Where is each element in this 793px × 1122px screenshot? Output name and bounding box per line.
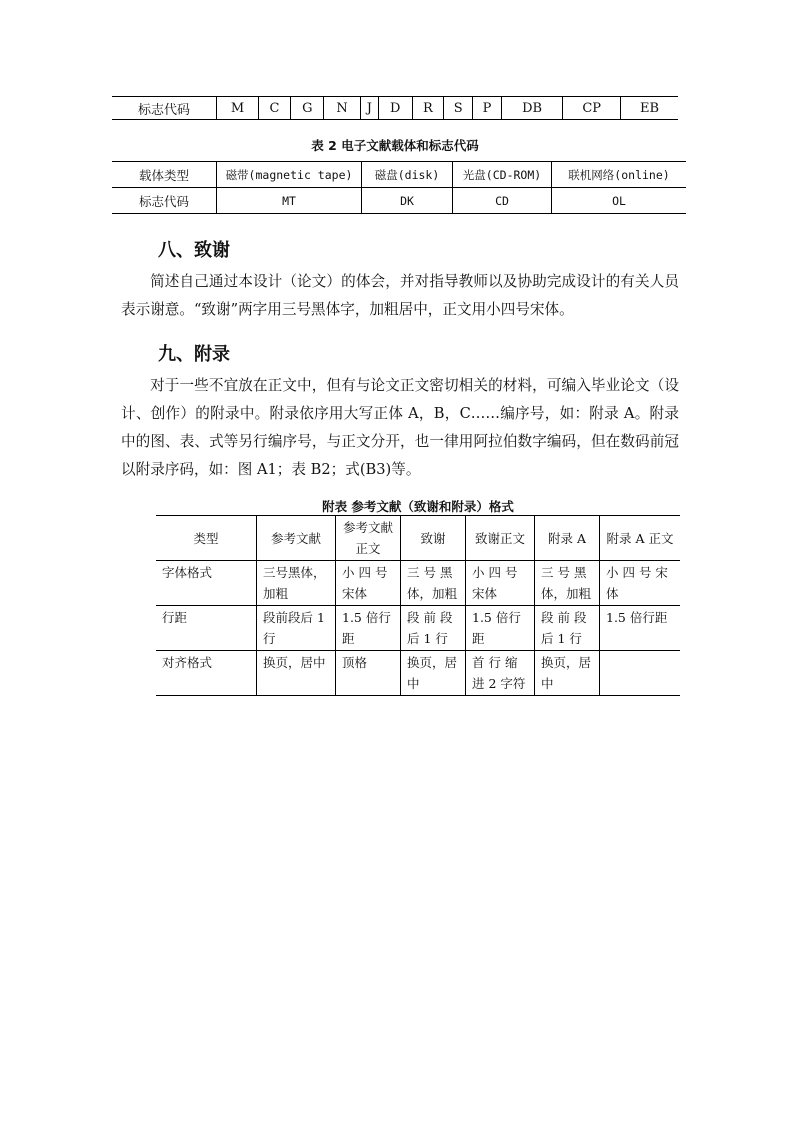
section-heading: 九、附录 xyxy=(158,344,230,365)
table-cell: D xyxy=(378,97,412,120)
table-row xyxy=(112,162,686,188)
table-header-cell: 附录 A xyxy=(535,516,600,561)
table-cell: 换页，居中 xyxy=(257,651,336,696)
table-cell: 行距 xyxy=(156,606,257,651)
table-cell: P xyxy=(473,97,502,120)
paragraph xyxy=(121,372,679,484)
table-cell: 标志代码 xyxy=(137,102,190,118)
table-cell: 1.5 倍行距 xyxy=(600,606,681,651)
electronic-media-table xyxy=(112,161,686,214)
table-cell: N xyxy=(324,97,360,120)
table-header-cell: 类型 xyxy=(156,516,257,561)
table-cell: M xyxy=(217,97,259,120)
table-cell: 段 前 段 后 1 行 xyxy=(401,606,466,651)
table-cell: MT xyxy=(217,188,362,214)
table-row xyxy=(112,97,678,120)
section-heading: 八、致谢 xyxy=(158,240,230,261)
table-header-cell: 参考文献 xyxy=(257,516,336,561)
media-code-table-continued xyxy=(112,96,678,120)
table-cell: G xyxy=(291,97,324,120)
table-caption: 表 2 电子文献载体和标志代码 xyxy=(311,138,479,153)
paragraph-text: 对于一些不宜放在正文中，但有与论文正文密切相关的材料，可编入毕业论文（设计、创作）的附录中。附录依序用大写正体 A，B，C……编序号，如：附录 A。附录中的图、表、式等另行编序号，与正文分开，也一律用阿拉伯数字编码，但在数码前冠以附录序码，如：图 A1；表 B2；式(B3)等。 xyxy=(121,377,679,478)
paragraph xyxy=(121,268,679,324)
table-cell: 光盘(CD-ROM) xyxy=(453,162,552,188)
table-header-cell: 致谢 xyxy=(401,516,466,561)
table-cell: S xyxy=(444,97,473,120)
paragraph-text: 简述自己通过本设计（论文）的体会，并对指导教师以及协助完成设计的有关人员表示谢意。“致谢”两字用三号黑体字，加粗居中，正文用小四号宋体。 xyxy=(121,273,679,318)
table-cell: 小 四 号 宋体 xyxy=(600,561,681,606)
table-cell: 段前段后 1 行 xyxy=(257,606,336,651)
table-cell: 字体格式 xyxy=(156,561,257,606)
table-cell: DB xyxy=(501,97,563,120)
table-row xyxy=(156,606,680,651)
table-cell: C xyxy=(258,97,290,120)
table-cell: 首 行 缩 进 2 字符 xyxy=(466,651,535,696)
table-caption: 附表 参考文献（致谢和附录）格式 xyxy=(322,499,514,514)
table-cell: J xyxy=(360,97,378,120)
table-cell: 对齐格式 xyxy=(156,651,257,696)
table-cell: 换页，居中 xyxy=(401,651,466,696)
table-header-row xyxy=(156,516,680,561)
table-cell: 三号黑体，加粗 xyxy=(257,561,336,606)
table-header-cell: 参考文献正文 xyxy=(336,516,401,561)
table-cell: 1.5 倍行距 xyxy=(466,606,535,651)
table-header-cell: 致谢正文 xyxy=(466,516,535,561)
table-cell: 联机网络(online) xyxy=(552,162,687,188)
table-cell xyxy=(600,651,681,696)
table-cell: 换页，居中 xyxy=(535,651,600,696)
table-row xyxy=(156,651,680,696)
table-cell: 三 号 黑 体，加粗 xyxy=(535,561,600,606)
table-header-cell: 附录 A 正文 xyxy=(600,516,681,561)
table-cell: 小 四 号 宋体 xyxy=(466,561,535,606)
table-cell: 载体类型 xyxy=(138,167,189,183)
table-cell: 顶格 xyxy=(336,651,401,696)
table-cell: OL xyxy=(552,188,687,214)
table-cell: R xyxy=(412,97,444,120)
appendix-format-table xyxy=(156,515,680,696)
table-row xyxy=(156,561,680,606)
table-cell: 1.5 倍行距 xyxy=(336,606,401,651)
table-cell: 磁带(magnetic tape) xyxy=(217,162,362,188)
table-cell: CD xyxy=(453,188,552,214)
table-cell: EB xyxy=(621,97,678,120)
table-cell: 段 前 段 后 1 行 xyxy=(535,606,600,651)
table-cell: 标志代码 xyxy=(138,193,189,209)
table-cell: 磁盘(disk) xyxy=(362,162,453,188)
table-cell: 小 四 号 宋体 xyxy=(336,561,401,606)
table-row xyxy=(112,188,686,214)
table-cell: DK xyxy=(362,188,453,214)
table-cell: 三 号 黑 体，加粗 xyxy=(401,561,466,606)
table-cell: CP xyxy=(563,97,621,120)
